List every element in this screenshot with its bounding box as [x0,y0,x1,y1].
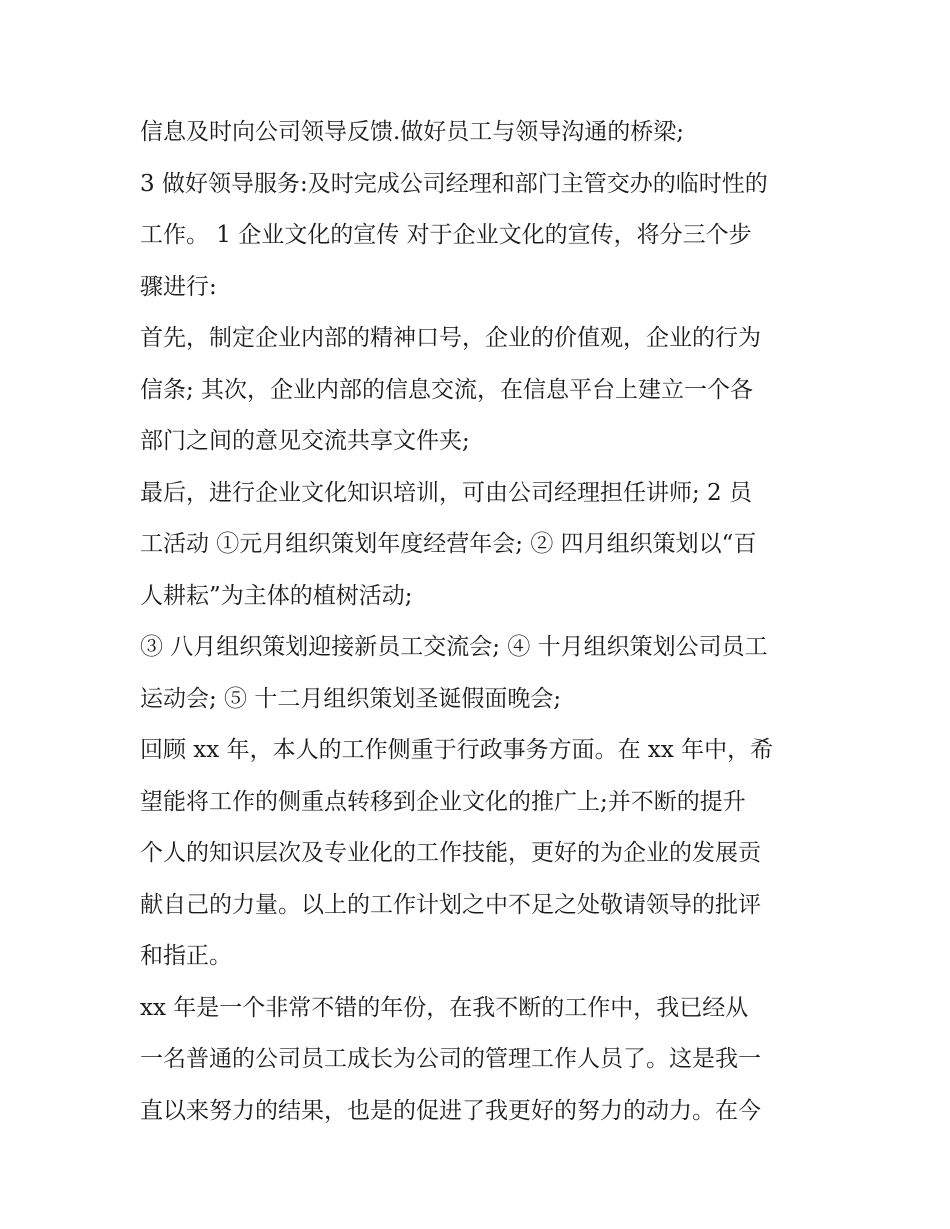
document-body [140,107,820,1137]
text-line: 信息及时向公司领导反馈.做好员工与领导沟通的桥梁; [140,119,685,145]
text-line: 部门之间的意见交流共享文件夹; [140,428,470,454]
text-line: 直以来努力的结果，也是的促进了我更好的努力的动力。在今 [140,1097,761,1124]
text-line: 工作。 1 企业文化的宣传 对于企业文化的宣传，将分三个步 [140,222,752,248]
text-line: 最后，进行企业文化知识培训，可由公司经理担任讲师; 2 员 [140,479,753,506]
text-line: 骤进行: [140,273,217,300]
text-line: ③ 八月组织策划迎接新员工交流会; ④ 十月组织策划公司员工 [140,634,768,660]
text-line: 信条; 其次，企业内部的信息交流，在信息平台上建立一个各 [140,376,754,403]
text-line: 首先，制定企业内部的精神口号，企业的价值观，企业的行为 [140,325,761,351]
text-line: 运动会; ⑤ 十二月组织策划圣诞假面晚会; [140,685,562,712]
text-line: 人耕耘”为主体的植树活动; [140,582,413,609]
text-line: 望能将工作的侧重点转移到企业文化的推广上;并不断的提升 [140,788,746,815]
text-line: 和指正。 [140,943,232,969]
text-line: 3 做好领导服务:及时完成公司经理和部门主管交办的临时性的 [140,170,768,197]
text-line: 回顾 xx 年，本人的工作侧重于行政事务方面。在 xx 年中，希 [140,737,774,763]
text-line: 工活动 ①元月组织策划年度经营年会; ② 四月组织策划以“百 [140,531,757,557]
text-line: 献自己的力量。以上的工作计划之中不足之处敬请领导的批评 [140,891,761,918]
text-line: 一名普通的公司员工成长为公司的管理工作人员了。这是我一 [140,1046,761,1072]
text-line: xx 年是一个非常不错的年份，在我不断的工作中，我已经从 [140,994,749,1021]
text-line: 个人的知识层次及专业化的工作技能，更好的为企业的发展贡 [140,840,761,866]
